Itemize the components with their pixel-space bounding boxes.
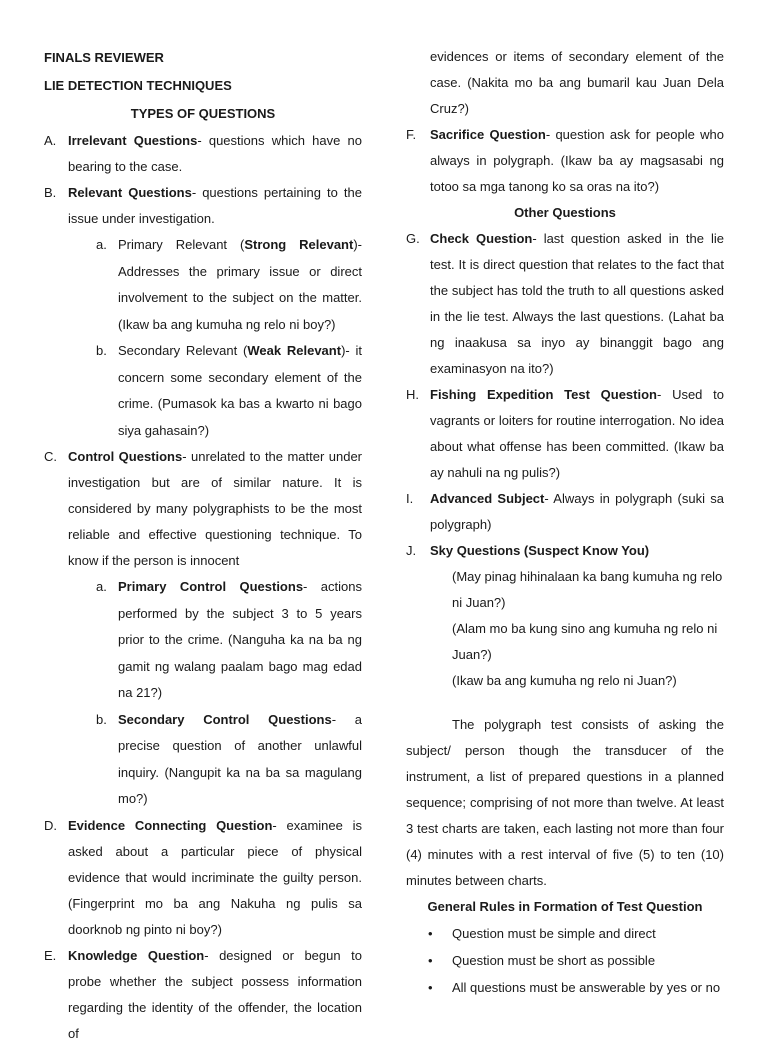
sub-marker: b. (96, 711, 107, 727)
item-term: Fishing Expedition Test Question (430, 387, 657, 402)
item-text: - designed or begun to probe whether the subject possess information regarding the identity of the offender, the location of (68, 947, 362, 1041)
question-type-d (44, 813, 362, 943)
question-type-i (406, 486, 724, 538)
rule-item (406, 920, 724, 947)
item-text: - questions which have no bearing to the case. (68, 133, 362, 174)
item-term: Check Question (430, 231, 533, 246)
sub-marker: a. (96, 579, 107, 594)
item-marker: E. (44, 947, 57, 963)
sub-item-primary-relevant (44, 232, 362, 338)
item-text: - unrelated to the matter under investigation but are of similar nature. It is considered by many polygraphists to be the most reliable and effective questioning technique. To know if the person is innocent (68, 449, 363, 568)
item-marker: G. (406, 231, 420, 246)
item-term: Irrelevant Questions (68, 133, 198, 148)
rules-heading: General Rules in Formation of Test Question (427, 899, 703, 914)
sub-item-secondary-relevant (44, 338, 362, 444)
item-term: Knowledge Question (68, 947, 205, 963)
sky-example: (Ikaw ba ang kumuha ng relo ni Juan?) (452, 673, 677, 688)
rule-item (406, 974, 724, 1001)
item-text: - Used to vagrants or loiters for routine interrogation. No idea about what offense has been committed. (Ikaw ba ay nahuli na ng pulis?) (430, 387, 724, 480)
question-type-a (44, 128, 362, 180)
sub-term: Primary Control Questions (118, 579, 304, 594)
sub-term: Secondary Control Questions (118, 711, 332, 727)
question-type-e-continued (406, 44, 724, 122)
question-type-c (44, 444, 362, 574)
item-marker: A. (44, 133, 57, 148)
other-questions-heading: Other Questions (514, 205, 616, 220)
item-text: - Always in polygraph (suki sa polygraph) (430, 491, 724, 532)
question-type-b (44, 180, 362, 232)
sub-pre: Secondary Relevant ( (118, 343, 248, 358)
sub-marker: a. (96, 237, 107, 252)
item-term: Relevant Questions (68, 185, 192, 200)
document-subtitle: LIE DETECTION TECHNIQUES (44, 78, 232, 93)
bullet-icon: • (428, 926, 433, 941)
item-marker: C. (44, 449, 57, 464)
item-term: Sky Questions (Suspect Know You) (430, 543, 650, 558)
sub-item-primary-control (44, 574, 362, 707)
sub-pre: Primary Relevant ( (118, 237, 245, 252)
spacer (406, 694, 724, 712)
item-marker: J. (406, 543, 417, 558)
sub-item-secondary-control (44, 707, 362, 813)
question-type-h (406, 382, 724, 486)
item-text: - question ask for people who always in polygraph. (Ikaw ba ay magsasabi ng totoo sa mga tanong ko sa oras na ito?) (430, 127, 724, 194)
sub-term: Strong Relevant (244, 237, 354, 252)
item-marker: B. (44, 185, 57, 200)
item-text: - examinee is asked about a particular piece of physical evidence that would incriminate the guilty person. (Fingerprint mo ba ang Nakuha ng pulis sa doorknob ng pinto ni boy?) (68, 817, 363, 937)
left-column (44, 44, 362, 1047)
item-term: Evidence Connecting Question (68, 817, 273, 833)
sub-term: Weak Relevant (247, 343, 342, 358)
rule-text: Question must be short as possible (452, 953, 656, 968)
question-type-e (44, 943, 362, 1047)
item-marker: D. (44, 817, 57, 833)
right-column (406, 44, 724, 1001)
document-title: FINALS REVIEWER (44, 50, 164, 65)
sub-text: )- Addresses the primary issue or direct involvement to the subject on the matter. (Ikaw ba ang kumuha ng relo ni boy?) (118, 237, 363, 332)
item-marker: I. (406, 491, 414, 506)
item-term: Control Questions (68, 449, 183, 464)
sub-marker: b. (96, 343, 107, 358)
question-type-j (406, 538, 724, 564)
item-marker: H. (406, 387, 419, 402)
section-title: TYPES OF QUESTIONS (130, 106, 276, 121)
rule-text: Question must be simple and direct (452, 926, 656, 941)
sub-text: - actions performed by the subject 3 to 5 years prior to the crime. (Nanguha ka na ba ng gamit ng walang paalam bago mag edad na 21?) (118, 579, 362, 700)
question-type-g (406, 226, 724, 382)
rule-text: All questions must be answerable by yes or no (452, 980, 721, 995)
bullet-icon: • (428, 980, 433, 995)
rule-item (406, 947, 724, 974)
sub-text: - a precise question of another unlawful inquiry. (Nangupit ka na ba sa magulang mo?) (118, 711, 362, 806)
item-text: - last question asked in the lie test. It is direct question that relates to the fact that the subject has told the truth to all questions asked in the lie test. Always the last questions. (Lahat ba ng inaakusa sa inyo ay binanggit bago ang examinasyon na ito?) (430, 231, 724, 376)
sky-example: (May pinag hihinalaan ka bang kumuha ng relo ni Juan?) (452, 569, 723, 610)
sub-text: )- it concern some secondary element of the crime. (Pumasok ka bas a kwarto ni bago siya gahasain?) (118, 343, 363, 438)
polygraph-paragraph: The polygraph test consists of asking the subject/ person though the transducer of the instrument, a list of prepared questions in a planned sequence; comprising of not more than twelve. At least 3 test charts are taken, each lasting not more than four (4) minutes with a rest interval of five (5) to ten (10) minutes between charts. (406, 717, 724, 888)
item-text: - questions pertaining to the issue under investigation. (68, 185, 362, 226)
bullet-icon: • (428, 953, 433, 968)
item-term: Sacrifice Question (430, 127, 546, 142)
question-type-f (406, 122, 724, 200)
item-marker: F. (406, 127, 417, 142)
item-term: Advanced Subject (430, 491, 545, 506)
sky-example: (Alam mo ba kung sino ang kumuha ng relo ni Juan?) (452, 621, 718, 662)
item-continuation: evidences or items of secondary element of the case. (Nakita mo ba ang bumaril kau Juan Dela Cruz?) (430, 49, 724, 116)
